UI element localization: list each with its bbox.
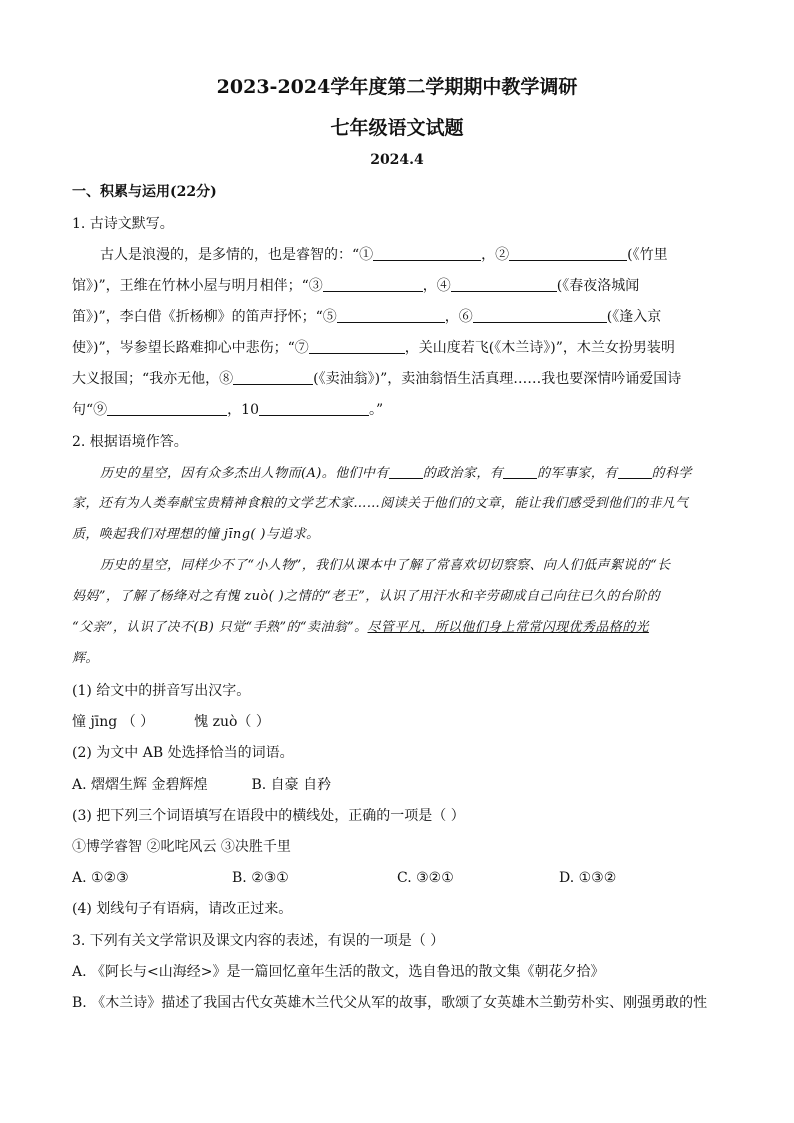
q1-text: ，② [481, 247, 510, 263]
option-b[interactable]: B. 自豪 自矜 [251, 777, 332, 793]
q1-text: 大义报国；“我亦无他，⑧ [72, 371, 234, 387]
q2-passage-line [72, 619, 722, 637]
q2-passage-line: 质，唤起我们对理想的憧 jīng( )与追求。 [72, 527, 320, 542]
q1-text: 使》)”，岑参望长路难抑心中悲伤；“⑦ [72, 340, 309, 356]
answer-blank[interactable] [309, 339, 405, 354]
q1-text: ，⑥ [444, 309, 473, 325]
q2-sub3-words: ①博学睿智 ②叱咤风云 ③决胜千里 [72, 839, 291, 855]
q1-line-3 [72, 308, 722, 326]
exam-date: 2024.4 [370, 152, 424, 168]
q1-text: (《卖油翁》)”，卖油翁悟生活真理……我也要深情吟诵爱国诗 [313, 371, 682, 387]
answer-blank[interactable] [618, 464, 652, 479]
q1-text: 。” [369, 402, 384, 418]
answer-blank[interactable] [473, 308, 607, 323]
q1-text: ，关山度若飞(《木兰诗》)”，木兰女扮男装明 [404, 340, 675, 356]
q1-text: (《春夜洛城闻 [556, 278, 640, 294]
pinyin-answer-1[interactable]: 憧 jīng （ ） [72, 714, 155, 730]
q1-line-2 [72, 277, 722, 295]
q2-sub4: (4) 划线句子有语病，请改正过来。 [72, 901, 293, 917]
option-d[interactable]: D. ①③② [559, 870, 617, 886]
exam-title: 2023-2024学年度第二学期期中教学调研 [216, 76, 578, 98]
option-c[interactable]: C. ③②① [397, 870, 454, 886]
answer-blank[interactable] [509, 246, 627, 261]
answer-blank[interactable] [323, 277, 423, 292]
option-a[interactable]: A. 熠熠生辉 金碧辉煌 [72, 777, 208, 793]
answer-blank[interactable] [233, 370, 313, 385]
q1-line-5 [72, 370, 722, 388]
q2-text: 的科学 [651, 466, 692, 481]
answer-blank[interactable] [373, 246, 481, 261]
q2-sub3: (3) 把下列三个词语填写在语段中的横线处，正确的一项是（ ） [72, 808, 465, 824]
q2-stem: 2. 根据语境作答。 [72, 434, 188, 450]
q2-text: 的军事家，有 [537, 466, 618, 481]
answer-blank[interactable] [107, 401, 227, 416]
q2-sub1: (1) 给文中的拼音写出汉字。 [72, 683, 251, 699]
q3-stem: 3. 下列有关文学常识及课文内容的表述，有误的一项是（ ） [72, 933, 445, 949]
q1-text: 古人是浪漫的，是多情的，也是睿智的：“① [100, 247, 374, 263]
option-a[interactable]: A. ①②③ [72, 870, 129, 886]
q1-text: (《竹里 [627, 247, 668, 263]
q3-option-a[interactable]: A. 《阿长与<山海经>》是一篇回忆童年生活的散文，选自鲁迅的散文集《朝花夕拾》 [72, 964, 605, 980]
q1-text: 馆》)”，王维在竹林小屋与明月相伴；“③ [72, 278, 323, 294]
q2-sub1-answers [72, 713, 722, 731]
q2-passage-line: 历史的星空，同样少不了“小人物”，我们从课本中了解了常喜欢切切察察、向人们低声絮说的“长 [100, 558, 671, 573]
q2-passage-line: 家，还有为人类奉献宝贵精神食粮的文学艺术家……阅读关于他们的文章，能让我们感受到他们的非凡气 [72, 496, 689, 511]
q2-text: “父亲”，认识了决不(B) 只觉“手熟”的“卖油翁”。 [72, 620, 368, 635]
answer-blank[interactable] [451, 277, 557, 292]
underlined-sentence: 尽管平凡，所以他们身上常常闪现优秀品格的光 [367, 620, 649, 635]
answer-blank[interactable] [259, 401, 369, 416]
q1-stem: 1. 古诗文默写。 [72, 216, 174, 232]
q2-text: 历史的星空，因有众多杰出人物而(A)。他们中有 [100, 466, 389, 481]
q2-text: 的政治家，有 [422, 466, 504, 481]
pinyin-answer-2[interactable]: 愧 zuò（ ） [194, 714, 270, 730]
q1-text: (《逢入京 [606, 309, 662, 325]
exam-subtitle: 七年级语文试题 [330, 117, 464, 139]
q1-text: 句“⑨ [72, 402, 108, 418]
q1-line-4 [72, 339, 722, 357]
q1-text: ，④ [422, 278, 451, 294]
q2-passage-line [100, 464, 722, 483]
q3-option-b[interactable]: B. 《木兰诗》描述了我国古代女英雄木兰代父从军的故事，歌颂了女英雄木兰勤劳朴实、刚强勇敢的性 [72, 995, 708, 1011]
q1-line-6 [72, 401, 722, 419]
answer-blank[interactable] [337, 308, 445, 323]
q2-sub2-options [72, 776, 722, 794]
option-b[interactable]: B. ②③① [232, 870, 289, 886]
q2-passage-line: 辉。 [72, 651, 99, 666]
q1-text: 笛》)”，李白借《折杨柳》的笛声抒怀；“⑤ [72, 309, 337, 325]
answer-blank[interactable] [389, 464, 423, 479]
q1-text: ，10 [227, 402, 259, 418]
answer-blank[interactable] [503, 464, 537, 479]
q1-line-1 [100, 246, 722, 264]
q2-sub2: (2) 为文中 AB 处选择恰当的词语。 [72, 745, 294, 761]
q2-passage-line: 妈妈”，了解了杨绛对之有愧 zuò( )之情的“老王”，认识了用汗水和辛劳砌成自己向往已久的台阶的 [72, 589, 660, 604]
section-heading: 一、积累与运用(22分) [72, 184, 217, 200]
